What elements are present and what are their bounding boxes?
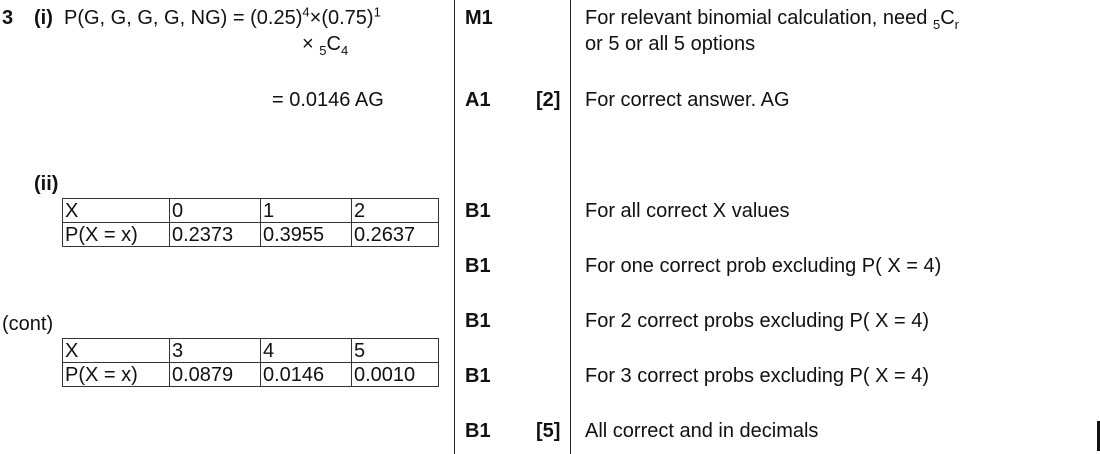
table-cell: 2	[352, 199, 439, 223]
line2-c: C	[326, 33, 341, 55]
part-ii-label: (ii)	[34, 173, 59, 195]
table-cell: 5	[352, 339, 439, 363]
part-i-total: [2]	[536, 89, 561, 111]
table-cell: X	[63, 339, 170, 363]
table-row	[63, 223, 439, 247]
cont-label: (cont)	[2, 313, 54, 335]
table-cell: P(X = x)	[63, 363, 170, 387]
exp-4: 4	[302, 4, 310, 20]
table-row	[63, 199, 439, 223]
part-ii-total: [5]	[536, 420, 561, 442]
column-divider-answer	[454, 0, 455, 454]
line2-times: ×	[302, 33, 314, 55]
part-i-label: (i)	[34, 7, 53, 29]
question-number: 3	[2, 7, 14, 29]
guidance-b1-2: For one correct prob excluding P( X = 4)	[585, 255, 942, 277]
guidance-sub5: 5	[932, 17, 941, 32]
table-cell: 0.0146	[261, 363, 352, 387]
guidance-m1-line2: or 5 or all 5 options	[585, 33, 756, 55]
guidance-c: C	[940, 7, 955, 29]
guidance-b1-4: For 3 correct probs excluding P( X = 4)	[585, 365, 930, 387]
table-cell: 1	[261, 199, 352, 223]
table-cell: 0.0010	[352, 363, 439, 387]
table-cell: 4	[261, 339, 352, 363]
table-cell: X	[63, 199, 170, 223]
line2-subn: 4	[340, 43, 349, 58]
table-cell: P(X = x)	[63, 223, 170, 247]
table-row	[63, 363, 439, 387]
mark-b1: B1	[465, 310, 491, 332]
mark-b1: B1	[465, 365, 491, 387]
guidance-m1-text: For relevant binomial calculation, need	[585, 7, 933, 29]
probability-table-1	[62, 198, 439, 247]
table-cell: 0.0879	[170, 363, 261, 387]
mark-a1: A1	[465, 89, 491, 111]
mark-b1: B1	[465, 420, 491, 442]
table-cell: 0.2373	[170, 223, 261, 247]
mark-b1: B1	[465, 200, 491, 222]
mark-m1: M1	[465, 7, 493, 29]
guidance-a1: For correct answer. AG	[585, 89, 790, 111]
expr-075: (0.75)	[321, 7, 374, 29]
table-row	[63, 339, 439, 363]
table-cell: 0.3955	[261, 223, 352, 247]
table-cell: 0	[170, 199, 261, 223]
part-i-expression	[64, 6, 381, 30]
mark-b1: B1	[465, 255, 491, 277]
times-sign: ×	[309, 7, 322, 29]
part-i-result: = 0.0146 AG	[272, 89, 384, 111]
guidance-b1-1: For all correct X values	[585, 200, 790, 222]
guidance-m1	[585, 6, 959, 30]
probability-table-2	[62, 338, 439, 387]
guidance-b1-5: All correct and in decimals	[585, 420, 819, 442]
expr-main: P(G, G, G, G, NG) = (0.25)	[64, 7, 303, 29]
guidance-b1-3: For 2 correct probs excluding P( X = 4)	[585, 310, 930, 332]
part-i-expression-line2	[302, 32, 348, 56]
line2-sub: 5	[319, 43, 327, 58]
exp-1: 1	[373, 4, 381, 20]
column-divider-marks	[570, 0, 571, 454]
guidance-r: r	[954, 17, 959, 32]
table-cell: 3	[170, 339, 261, 363]
table-cell: 0.2637	[352, 223, 439, 247]
